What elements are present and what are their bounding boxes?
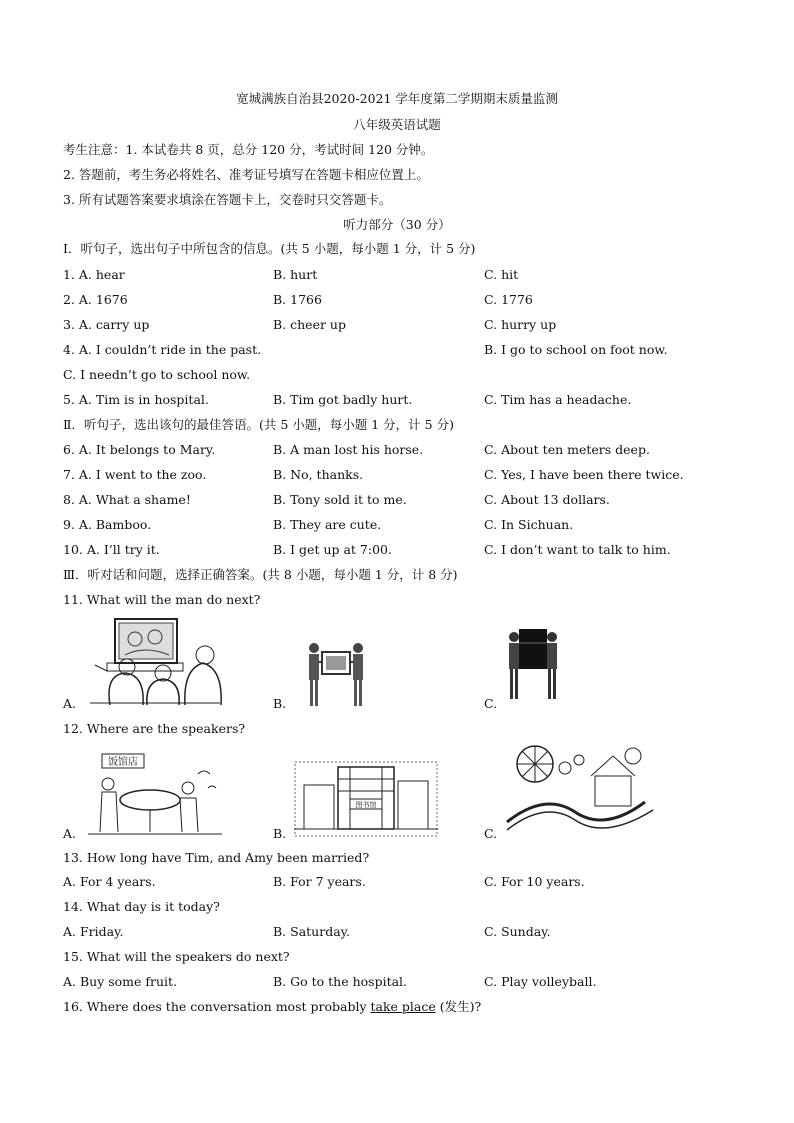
q11-label-c: C. xyxy=(484,696,498,711)
note-2: 2. 答题前，考生务必将姓名、准考证号填写在答题卡相应位置上。 xyxy=(63,167,429,182)
section3-instruction: Ⅲ．听对话和问题，选择正确答案。(共 8 小题，每小题 1 分，计 8 分) xyxy=(63,567,458,582)
q5-option-c: C. Tim has a headache. xyxy=(484,392,632,407)
q7-option-c: C. Yes, I have been there twice. xyxy=(484,467,684,482)
q2-option-b: B. 1766 xyxy=(273,292,322,307)
q13-option-c: C. For 10 years. xyxy=(484,874,585,889)
q15-question: 15. What will the speakers do next? xyxy=(63,949,290,964)
q3-option-a: 3. A. carry up xyxy=(63,317,150,332)
q14-option-c: C. Sunday. xyxy=(484,924,551,939)
q4-option-a: 4. A. I couldn’t ride in the past. xyxy=(63,342,262,357)
q4-option-b: B. I go to school on foot now. xyxy=(484,342,668,357)
q1-option-b: B. hurt xyxy=(273,267,318,282)
q12-label-c: C. xyxy=(484,826,498,841)
q13-option-b: B. For 7 years. xyxy=(273,874,366,889)
library-sign: 图书馆 xyxy=(355,801,377,809)
restaurant-sign: 饭馆店 xyxy=(108,757,138,768)
q9-option-b: B. They are cute. xyxy=(273,517,382,532)
q2-option-c: C. 1776 xyxy=(484,292,533,307)
q6-option-a: 6. A. It belongs to Mary. xyxy=(63,442,216,457)
q12-question: 12. Where are the speakers? xyxy=(63,721,246,736)
section1-instruction: Ⅰ．听句子，选出句子中所包含的信息。(共 5 小题，每小题 1 分，计 5 分) xyxy=(63,241,476,256)
q14-option-b: B. Saturday. xyxy=(273,924,351,939)
q7-option-a: 7. A. I went to the zoo. xyxy=(63,467,207,482)
listening-header: 听力部分（30 分） xyxy=(343,217,451,232)
q12-label-b: B. xyxy=(273,826,287,841)
restaurant-picture xyxy=(88,752,222,836)
q15-option-a: A. Buy some fruit. xyxy=(63,974,178,989)
q5-option-a: 5. A. Tim is in hospital. xyxy=(63,392,209,407)
q3-option-b: B. cheer up xyxy=(273,317,346,332)
q16-prefix: 16. Where does the conversation most probably xyxy=(63,999,371,1014)
q3-option-c: C. hurry up xyxy=(484,317,557,332)
q8-option-b: B. Tony sold it to me. xyxy=(273,492,407,507)
carry-tv-picture xyxy=(300,640,372,708)
q6-option-c: C. About ten meters deep. xyxy=(484,442,650,457)
q11-label-a: A. xyxy=(63,696,77,711)
exam-title: 宽城满族自治县2020-2021 学年度第二学期期末质量监测 xyxy=(236,91,558,106)
q9-option-a: 9. A. Bamboo. xyxy=(63,517,152,532)
q9-option-c: C. In Sichuan. xyxy=(484,517,574,532)
q8-option-a: 8. A. What a shame! xyxy=(63,492,191,507)
q16-question xyxy=(63,999,481,1015)
note-1: 考生注意：1. 本试卷共 8 页，总分 120 分，考试时间 120 分钟。 xyxy=(63,142,434,157)
q12-label-a: A. xyxy=(63,826,77,841)
amusement-park-picture xyxy=(505,742,655,836)
q6-option-b: B. A man lost his horse. xyxy=(273,442,424,457)
q2-option-a: 2. A. 1676 xyxy=(63,292,128,307)
q10-option-c: C. I don’t want to talk to him. xyxy=(484,542,671,557)
carry-fridge-picture xyxy=(507,627,559,701)
q14-option-a: A. Friday. xyxy=(63,924,124,939)
q5-option-b: B. Tim got badly hurt. xyxy=(273,392,413,407)
q15-option-b: B. Go to the hospital. xyxy=(273,974,408,989)
q13-option-a: A. For 4 years. xyxy=(63,874,156,889)
q8-option-c: C. About 13 dollars. xyxy=(484,492,610,507)
q14-question: 14. What day is it today? xyxy=(63,899,220,914)
q4-option-c: C. I needn’t go to school now. xyxy=(63,367,251,382)
q10-option-a: 10. A. I’ll try it. xyxy=(63,542,160,557)
q13-question: 13. How long have Tim, and Amy been married? xyxy=(63,850,370,865)
q10-option-b: B. I get up at 7:00. xyxy=(273,542,392,557)
library-picture xyxy=(294,761,438,837)
tv-watching-picture xyxy=(85,615,225,707)
exam-subtitle: 八年级英语试题 xyxy=(353,117,441,132)
q1-option-c: C. hit xyxy=(484,267,519,282)
q11-label-b: B. xyxy=(273,696,287,711)
q1-option-a: 1. A. hear xyxy=(63,267,125,282)
q11-question: 11. What will the man do next? xyxy=(63,592,261,607)
section2-instruction: Ⅱ．听句子，选出该句的最佳答语。(共 5 小题，每小题 1 分，计 5 分) xyxy=(63,417,454,432)
q7-option-b: B. No, thanks. xyxy=(273,467,364,482)
note-3: 3. 所有试题答案要求填涂在答题卡上，交卷时只交答题卡。 xyxy=(63,192,392,207)
q15-option-c: C. Play volleyball. xyxy=(484,974,597,989)
q16-underlined: take place xyxy=(370,999,436,1014)
q16-suffix: (发生)? xyxy=(435,999,482,1014)
